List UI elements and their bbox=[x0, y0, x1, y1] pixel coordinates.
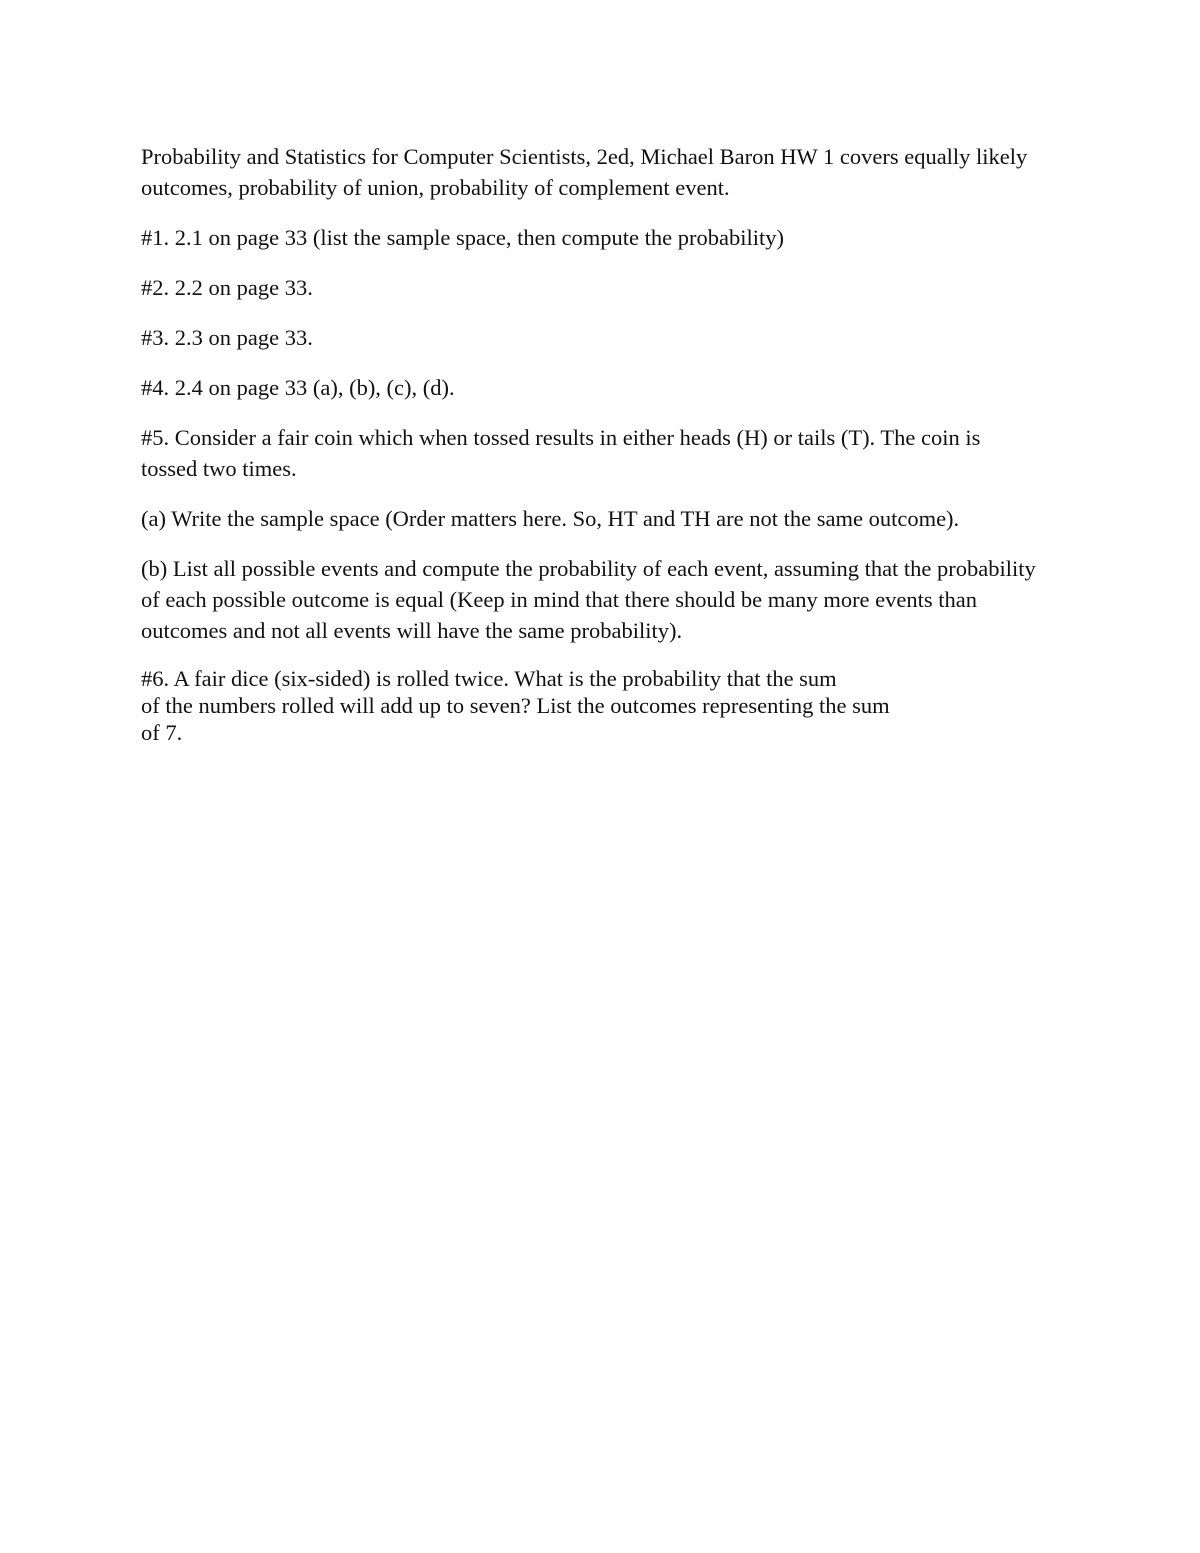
question-5b: (b) List all possible events and compute the probability of each event, assuming that the probability of each possible outcome is equal (Keep in mind that there should be many more events than outcomes and not all events will have the same probability). bbox=[141, 556, 1036, 643]
question-5a: (a) Write the sample space (Order matters here. So, HT and TH are not the same outcome). bbox=[141, 506, 960, 531]
question-4: #4. 2.4 on page 33 (a), (b), (c), (d). bbox=[141, 375, 455, 400]
question-1: #1. 2.1 on page 33 (list the sample space, then compute the probability) bbox=[141, 225, 784, 250]
question-3: #3. 2.3 on page 33. bbox=[141, 325, 313, 350]
question-6 bbox=[141, 665, 1041, 746]
question-5: #5. Consider a fair coin which when tossed results in either heads (H) or tails (T). The coin is tossed two times. bbox=[141, 425, 981, 481]
intro-paragraph: Probability and Statistics for Computer Scientists, 2ed, Michael Baron HW 1 covers equally likely outcomes, probability of union, probability of complement event. bbox=[141, 144, 1028, 200]
question-6-line: #6. A fair dice (six-sided) is rolled twice. What is the probability that the sum bbox=[141, 666, 837, 691]
question-6-line: of 7. bbox=[141, 720, 183, 745]
document-body bbox=[141, 141, 1041, 765]
question-6-line: of the numbers rolled will add up to seven? List the outcomes representing the sum bbox=[141, 693, 890, 718]
question-2: #2. 2.2 on page 33. bbox=[141, 275, 313, 300]
